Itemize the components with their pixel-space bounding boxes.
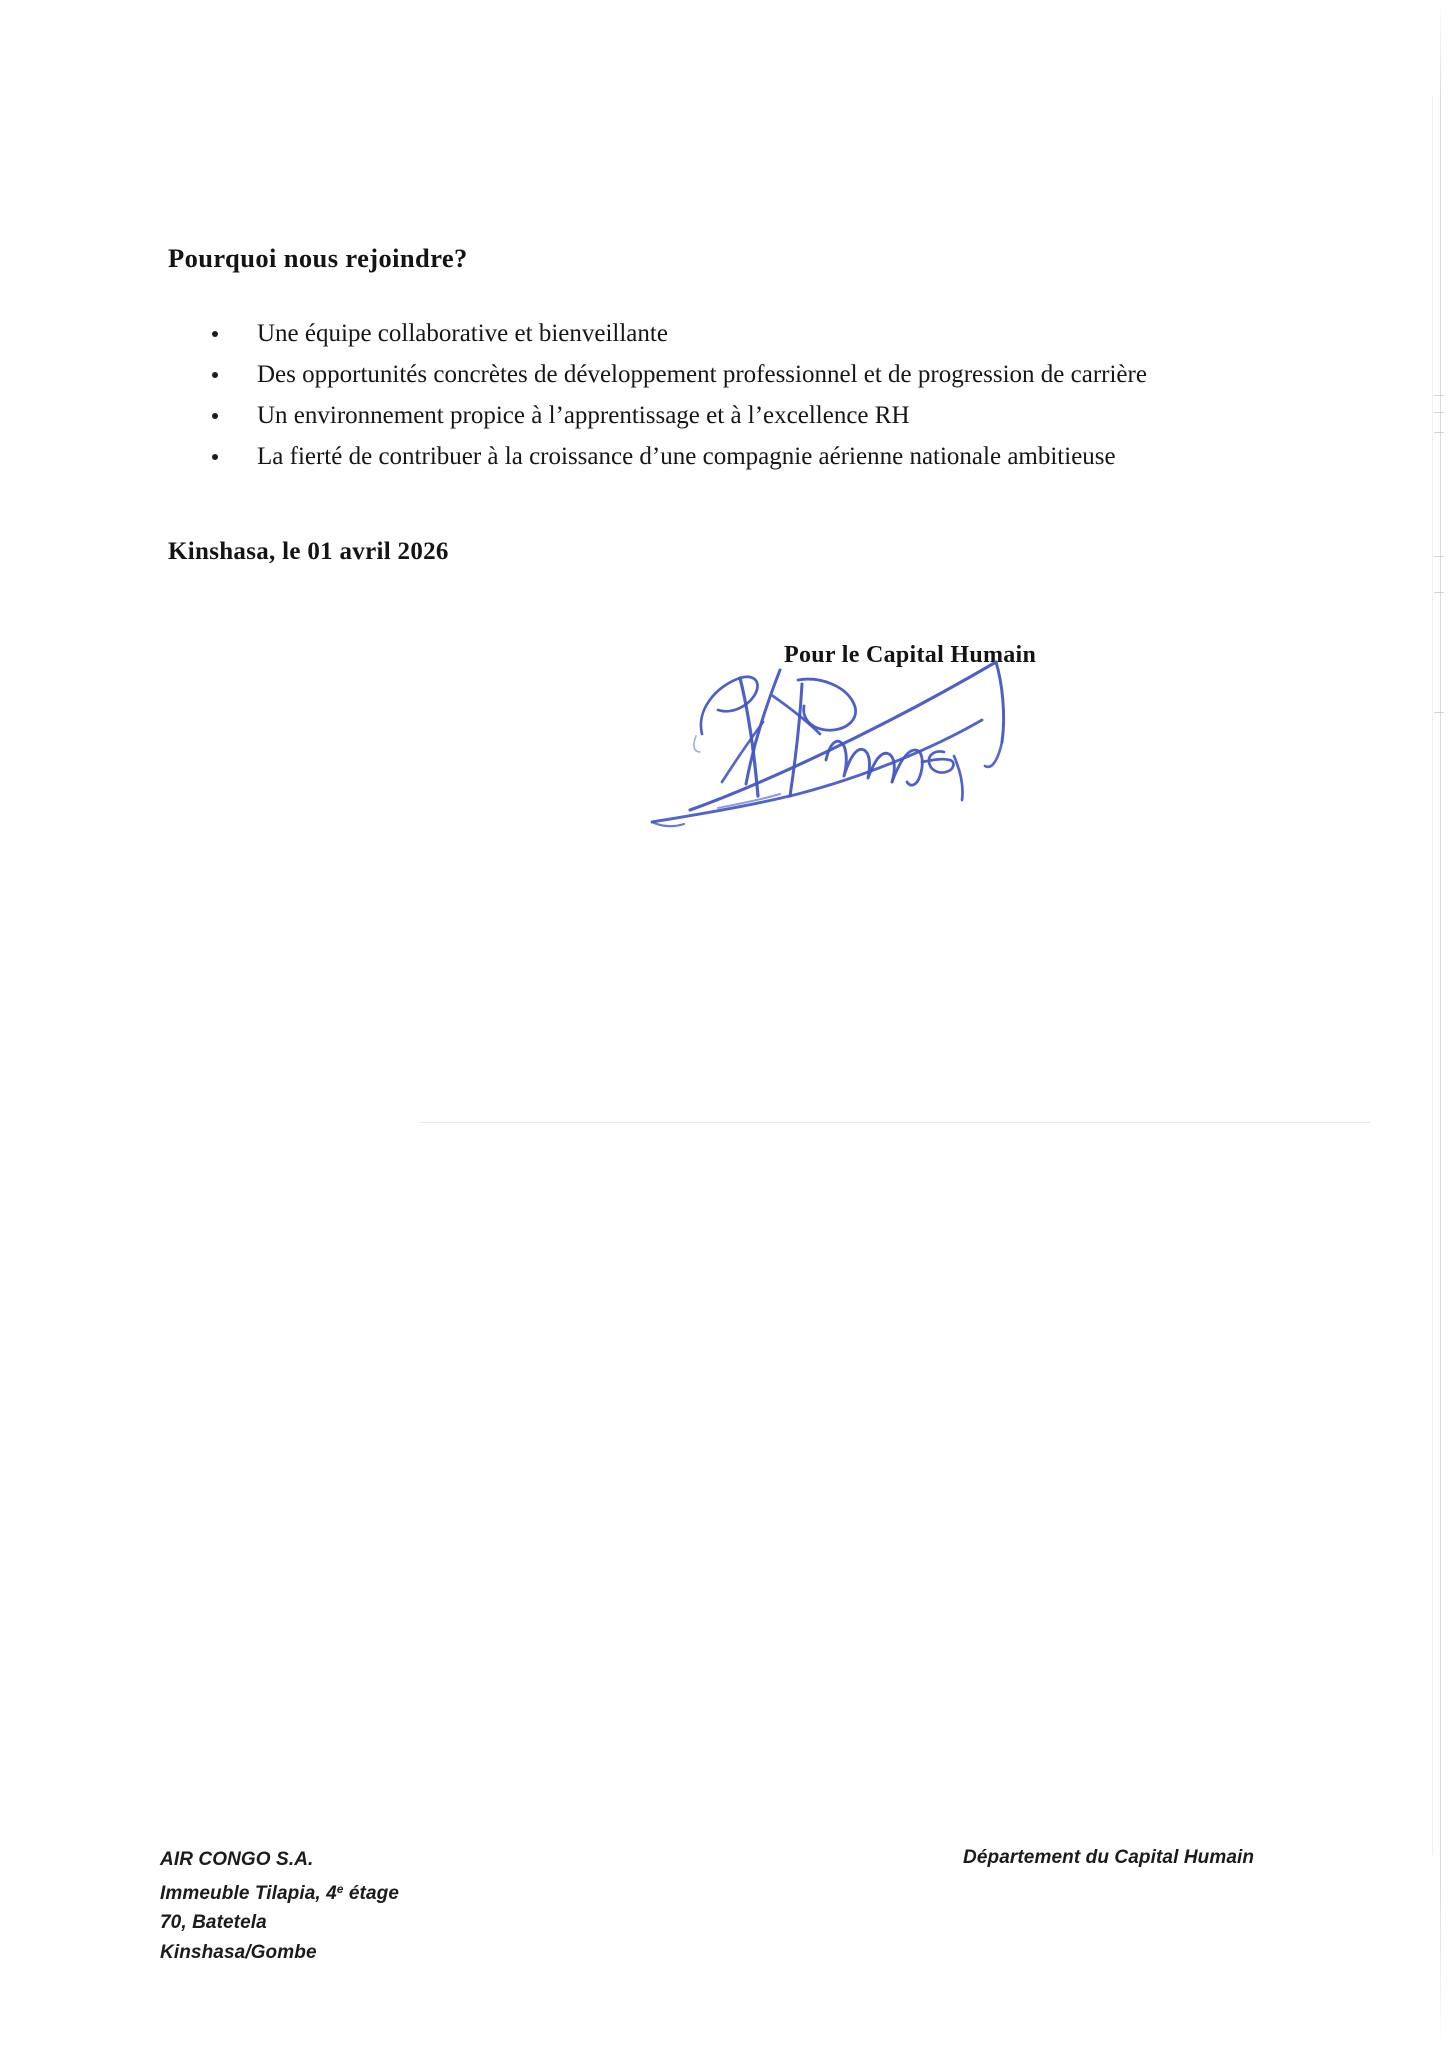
list-item <box>200 354 1330 395</box>
scan-tick-artifact <box>1434 395 1444 396</box>
list-item-label: Un environnement propice à l’apprentissage et à l’excellence RH <box>257 402 910 429</box>
signature-block <box>760 630 1180 850</box>
footer-address-line-1-pre: Immeuble Tilapia, 4 <box>160 1882 337 1904</box>
section-heading: Pourquoi nous rejoindre? <box>168 243 468 273</box>
list-item-label: Des opportunités concrètes de développement professionnel et de progression de carrière <box>257 361 1147 388</box>
bullet-dot-icon <box>212 413 218 419</box>
signature-title: Pour le Capital Humain <box>784 642 1037 668</box>
scan-fold-line-artifact <box>420 1122 1370 1123</box>
list-item-label: Une équipe collaborative et bienveillante <box>257 320 668 347</box>
footer-address-ordinal-suffix: e <box>336 1882 344 1896</box>
footer-department: Département du Capital Humain <box>963 1847 1255 1868</box>
bullet-dot-icon <box>212 454 218 460</box>
benefits-list <box>200 313 1330 477</box>
footer-company-address <box>160 1845 399 1967</box>
date-line: Kinshasa, le 01 avril 2026 <box>168 538 449 565</box>
scan-tick-artifact <box>1434 412 1444 413</box>
scan-edge-artifact <box>1440 0 1441 2048</box>
bullet-dot-icon <box>212 372 218 378</box>
footer-company-name: AIR CONGO S.A. <box>160 1849 314 1870</box>
scan-edge-artifact-secondary <box>1432 95 1433 1855</box>
scan-tick-artifact <box>1434 432 1444 433</box>
list-item-label: La fierté de contribuer à la croissance d’une compagnie aérienne nationale ambitieuse <box>257 443 1116 470</box>
bullet-dot-icon <box>212 331 218 337</box>
footer-address-line-3: Kinshasa/Gombe <box>160 1941 317 1963</box>
list-item <box>200 436 1330 477</box>
scan-tick-artifact <box>1434 556 1444 557</box>
scan-tick-artifact <box>1434 712 1444 713</box>
footer-address-line-2: 70, Batetela <box>160 1912 267 1934</box>
list-item <box>200 313 1330 354</box>
footer-address-line-1 <box>160 1875 399 1909</box>
footer-address-line-1-post: étage <box>343 1882 400 1904</box>
list-item <box>200 395 1330 436</box>
scan-tick-artifact <box>1434 592 1444 593</box>
